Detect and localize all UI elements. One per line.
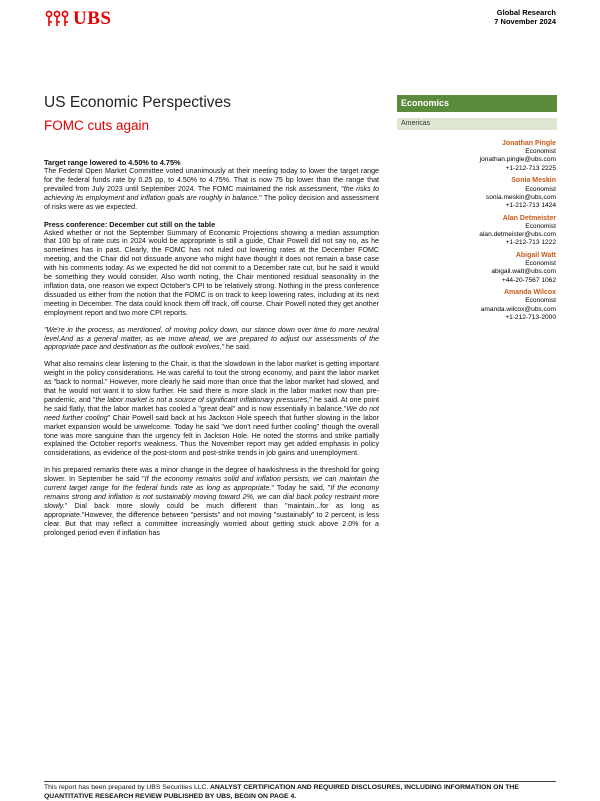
- author-name: Abigail Watt: [515, 251, 556, 259]
- paragraph: [44, 360, 379, 458]
- ubs-keys-icon: [44, 10, 70, 28]
- author-email[interactable]: alan.detmeister@ubs.com: [479, 231, 556, 239]
- brand-name: UBS: [73, 8, 112, 29]
- author-name: Sonia Meskin: [511, 177, 556, 185]
- inline-quote: We do not need further cooling: [44, 404, 379, 422]
- author-name: Amanda Wilcox: [503, 289, 556, 297]
- inline-quote: the labor market is not a source of significant inflationary pressures,: [95, 395, 310, 404]
- paragraph-text: " Chair Powell said back at his Jackson Hole speech that further slowing in the labor market expansion would be unwelcome. Today he said "we don't need further cooling" though the overall tone was more sanguine than the urgency felt in Jackson Hole. He noted the storms and strike partially explained the October report's weakness. Thus the November report may get added emphasis in policy considerations, as evidence of the post-storm and post-strike trends in job gains and unemployment.: [44, 413, 379, 458]
- author-role: Economist: [525, 222, 556, 230]
- department-label: Global Research: [496, 8, 556, 17]
- author-role: Economist: [525, 185, 556, 193]
- inline-quote: If the economy remains solid and inflation persists, we can maintain the current target range for the federal funds rate as long as appropriate.: [44, 475, 379, 493]
- paragraph-text: What also remains clear listening to the Chair, is that the slowdown in the labor market is getting important weight in the policy considerations. He was careful to tout the strong economy, and paint the labor market as "back to normal." However, more clearly he said more than once that the labor market had slowed, and that he would not want it to slow further. He said there is more slack in the labor market now than pre-pandemic, and ": [44, 360, 379, 404]
- author-phone: +1-212-713 1222: [505, 239, 556, 247]
- author-phone: +1-212-713 1424: [505, 201, 556, 209]
- section-banner: Economics: [397, 95, 557, 112]
- inline-quote: the risks to achieving its employment and inflation goals are roughly in balance.: [44, 184, 379, 202]
- ubs-logo: [44, 8, 111, 30]
- author-entry: [406, 289, 556, 322]
- section-heading: Press conference: December cut still on the table: [44, 219, 216, 229]
- author-role: Economist: [525, 260, 556, 268]
- quote-text: "We're in the process, as mentioned, of moving policy down, our stance down over time to more neutral level.And as a general matter, as we move ahead, we are prepared to adjust our assessments of the appropriate pace and destination as the outlook evolves,": [44, 325, 379, 352]
- author-email[interactable]: abigail.watt@ubs.com: [491, 268, 556, 276]
- paragraph-text: The Federal Open Market Committee voted unanimously at their meeting today to lower the target range for the federal funds rate by 0.25 pp, to 4.50% to 4.75%. That is now 75 bp lower than the range that prevailed from July 2023 until September 2024. The FOMC maintained the risk assessment, ": [44, 167, 379, 193]
- footer-prefix: This report has been prepared by UBS Securities LLC.: [44, 784, 209, 791]
- author-email[interactable]: jonathan.pingle@ubs.com: [479, 156, 556, 164]
- author-entry: [406, 140, 556, 173]
- author-role: Economist: [525, 297, 556, 305]
- paragraph: Asked whether or not the September Summary of Economic Projections showing a median assumption that 100 bp of rate cuts in 2024 would be appropriate is still a guide, Chair Powell did not say no, as he sometimes has in past. Clearly, the FOMC has not ruled out lowering rates at the December FOMC meeting, and the Chair did not dissuade anyone who might have thought it does not remain a base case with his comments today. As we expected he did not commit to a December rate cut, but he said it would be something they would consider. Also worth noting, the Chair mentioned residual seasonality in the inflation data, one reason we expect October's CPI to be relatively strong. Nothing in the press conference dissuaded us either from the notion that the FOMC is on track to keep lowering rates, including at its next meeting in December. The data could knock them off track, off course. Chair Powell noted they get another employment report and two more CPI reports.: [44, 228, 379, 317]
- paragraph-text: " he said. At one point he said flatly, that the labor market has cooled a "great deal" and is now essentially in balance.": [44, 395, 379, 413]
- region-label: Americas: [397, 118, 557, 130]
- author-email[interactable]: sonia.meskin@ubs.com: [485, 193, 556, 201]
- author-phone: +1-212-713 2225: [505, 164, 556, 172]
- author-role: Economist: [525, 148, 556, 156]
- quote-attribution: he said.: [223, 343, 251, 352]
- section-heading: Target range lowered to 4.50% to 4.75%: [44, 158, 181, 167]
- paragraph-text: " Dial back more slowly could be much different than "maintain...for as long as appropriate."However, the difference between "persists" and not moving "sustainably" to 2 percent, is less clear. But that may reflect a committee increasingly worried about getting stuck above 2.0% for a prolonged period even if inflation has: [44, 501, 379, 537]
- report-header: [494, 8, 556, 26]
- paragraph: [44, 466, 379, 537]
- author-phone: +44-20-7567 1062: [501, 276, 556, 284]
- author-entry: [406, 177, 556, 210]
- footer-divider: [44, 781, 556, 782]
- report-subtitle: FOMC cuts again: [44, 118, 150, 133]
- paragraph: [44, 167, 379, 212]
- author-name: Jonathan Pingle: [501, 140, 556, 147]
- paragraph-text: " The policy decision and assessment of risks were as we expected.: [44, 193, 379, 211]
- author-entry: [406, 215, 556, 248]
- paragraph-text: In his prepared remarks there was a minor change in the degree of hawkishness in the threshold for going slower. In September he said ": [44, 466, 379, 484]
- footer-disclosure-notice: ANALYST CERTIFICATION AND REQUIRED DISCLOSURES, INCLUDING INFORMATION ON THE QUANTITATIVE RESEARCH REVIEW PUBLISHED BY UBS, BEGIN ON PAGE 4.: [44, 784, 519, 800]
- author-phone: +1-212-713-2000: [505, 313, 556, 321]
- footer-disclosure: [44, 784, 556, 801]
- author-email[interactable]: amanda.wilcox@ubs.com: [480, 305, 556, 313]
- author-entry: [406, 252, 556, 285]
- report-title: US Economic Perspectives: [44, 94, 231, 111]
- block-quote: [44, 326, 379, 353]
- author-name: Alan Detmeister: [502, 214, 556, 222]
- report-date: 7 November 2024: [494, 17, 556, 26]
- author-list: [406, 140, 556, 327]
- paragraph-text: " Today he said, ": [271, 484, 331, 493]
- inline-quote: If the economy remains strong and inflation is not sustainably moving toward 2%, we can dial back policy restraint more slowly.: [44, 484, 379, 510]
- report-body: [44, 158, 379, 538]
